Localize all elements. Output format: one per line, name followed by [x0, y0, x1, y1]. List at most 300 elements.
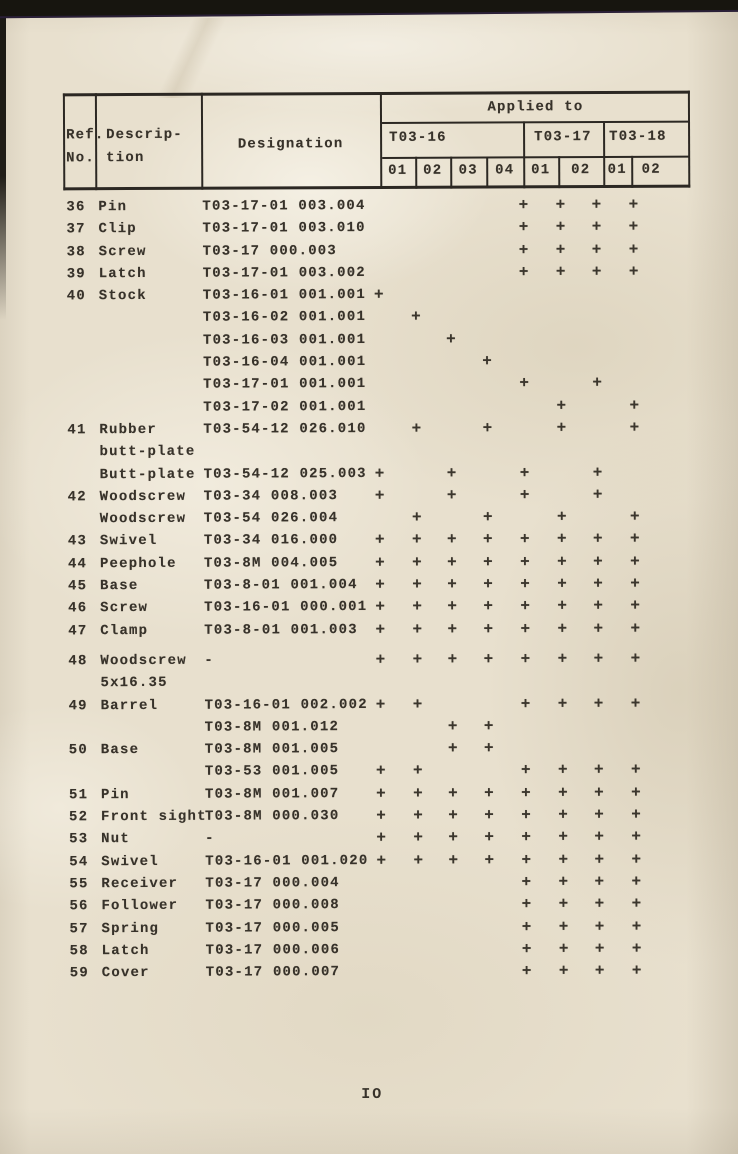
applicability-mark: + — [521, 873, 532, 892]
header-group-t03-17: T03-17 — [534, 129, 592, 146]
applicability-mark: + — [376, 784, 386, 803]
applicability-mark: + — [483, 650, 494, 669]
applicability-mark: + — [593, 575, 603, 594]
header-ref-line1: Ref. — [66, 127, 105, 144]
applicability-mark: + — [591, 195, 602, 215]
applicability-mark: + — [518, 196, 529, 215]
ref-cell: 48 — [68, 653, 88, 670]
ref-cell: 41 — [67, 422, 87, 439]
applicability-mark: + — [519, 486, 530, 505]
applicability-mark: + — [484, 784, 494, 803]
description-cell: Barrel — [100, 697, 159, 714]
designation-cell: T03-8M 001.012 — [204, 718, 340, 736]
applicability-mark: + — [448, 851, 459, 870]
table-row — [1, 804, 738, 830]
description-cell: Receiver — [101, 875, 179, 893]
applicability-mark: + — [520, 650, 531, 669]
applicability-mark: + — [520, 575, 530, 594]
applicability-mark: + — [558, 828, 568, 847]
ref-cell: 47 — [68, 622, 88, 639]
ref-cell: 45 — [68, 578, 88, 595]
applicability-mark: + — [482, 352, 492, 371]
applicability-mark: + — [593, 619, 604, 638]
table-row — [1, 693, 738, 719]
applicability-mark: + — [520, 619, 531, 638]
table-row — [1, 849, 738, 875]
designation-cell: T03-8M 001.005 — [204, 741, 340, 758]
description-cell: Screw — [100, 600, 149, 617]
table-row — [0, 284, 737, 310]
description-cell: Woodscrew — [99, 510, 187, 528]
applicability-mark: + — [594, 805, 604, 825]
description-cell: Peephole — [99, 555, 177, 572]
table-row — [0, 462, 738, 488]
applicability-mark: + — [630, 552, 640, 571]
designation-cell: T03-16-04 001.001 — [203, 354, 367, 371]
applicability-mark: + — [413, 851, 424, 870]
applicability-mark: + — [593, 649, 604, 668]
applicability-mark: + — [518, 218, 529, 237]
designation-cell: - — [204, 652, 215, 669]
ref-cell: 39 — [66, 266, 86, 283]
designation-cell: T03-17 000.006 — [205, 941, 341, 959]
description-cell: Woodscrew — [99, 488, 187, 506]
description-cell: Stock — [98, 288, 147, 305]
ref-cell: 37 — [66, 221, 86, 238]
designation-cell: T03-17-01 003.004 — [202, 198, 366, 215]
applicability-mark: + — [631, 917, 642, 936]
designation-cell: T03-54-12 026.010 — [203, 420, 367, 438]
applicability-mark: + — [373, 286, 384, 305]
applicability-mark: + — [521, 806, 531, 825]
table-row — [1, 760, 738, 786]
applicability-mark: + — [375, 598, 385, 617]
applicability-mark: + — [631, 872, 642, 891]
applicability-mark: + — [484, 851, 495, 870]
applicability-mark: + — [521, 940, 532, 959]
applicability-mark: + — [448, 806, 458, 825]
applicability-mark: + — [448, 784, 458, 803]
table-row — [0, 529, 738, 555]
applicability-mark: + — [375, 695, 386, 714]
applicability-mark: + — [631, 761, 641, 780]
applicability-mark: + — [483, 739, 494, 758]
table-row — [0, 217, 737, 243]
ref-cell: 43 — [67, 533, 88, 550]
ref-cell: 54 — [69, 853, 89, 870]
applicability-mark: + — [628, 218, 639, 237]
ref-cell: 57 — [69, 920, 89, 937]
designation-cell: T03-8M 004.005 — [203, 554, 339, 572]
table-row — [0, 507, 738, 533]
ref-cell: 40 — [66, 288, 87, 305]
ref-cell: 36 — [66, 199, 86, 216]
header-applied-to: Applied to — [487, 99, 584, 116]
applicability-mark: + — [631, 850, 642, 869]
table-row — [1, 916, 738, 942]
header-col-t03-18-01: 01 — [607, 161, 627, 178]
table-row — [1, 894, 738, 920]
applicability-mark: + — [630, 597, 640, 616]
ref-cell: 52 — [69, 809, 89, 826]
applicability-mark: + — [376, 851, 387, 870]
applicability-mark: + — [631, 895, 642, 914]
applicability-mark: + — [592, 530, 603, 549]
applicability-mark: + — [412, 598, 422, 617]
header-col-t03-16-01: 01 — [388, 162, 408, 179]
applicability-mark: + — [558, 806, 568, 825]
applicability-mark: + — [482, 530, 493, 549]
applicability-mark: + — [521, 962, 532, 981]
table-row — [1, 827, 738, 853]
applicability-mark: + — [374, 531, 385, 550]
applicability-mark: + — [556, 508, 567, 527]
applicability-mark: + — [594, 939, 605, 958]
applicability-mark: + — [556, 419, 567, 438]
applicability-mark: + — [413, 762, 423, 781]
designation-cell: T03-17-01 001.001 — [203, 376, 367, 394]
designation-cell: T03-17 000.007 — [205, 964, 341, 981]
applicability-mark: + — [412, 695, 423, 714]
applicability-mark: + — [631, 939, 642, 958]
applicability-mark: + — [520, 597, 530, 616]
table-row — [1, 782, 738, 808]
applicability-mark: + — [375, 620, 386, 639]
applicability-mark: + — [376, 762, 386, 781]
description-cell: Spring — [101, 920, 160, 937]
applicability-mark: + — [375, 553, 385, 572]
applicability-mark: + — [411, 531, 422, 550]
header-description-line2: tion — [106, 149, 145, 167]
group-underline — [382, 156, 689, 159]
applicability-mark: + — [555, 263, 566, 282]
applicability-mark: + — [520, 694, 531, 713]
description-cell: Screw — [98, 243, 147, 260]
header-col-t03-17-02: 02 — [571, 162, 591, 179]
table-row — [0, 573, 738, 599]
applicability-mark: + — [519, 530, 530, 549]
applicability-mark: + — [374, 464, 385, 483]
applicability-mark: + — [521, 917, 532, 936]
applicability-mark: + — [412, 650, 423, 669]
applicability-mark: + — [594, 761, 604, 780]
table-row — [0, 671, 738, 697]
header-col-t03-17-01: 01 — [531, 162, 551, 179]
designation-cell: T03-34 008.003 — [203, 487, 339, 505]
applicability-mark: + — [519, 463, 530, 482]
applicability-mark: + — [484, 828, 494, 847]
applicability-mark: + — [592, 463, 603, 482]
applicability-mark: + — [412, 575, 422, 594]
designation-cell: T03-16-01 001.020 — [205, 852, 369, 870]
applicability-mark: + — [630, 619, 641, 638]
table-row — [0, 551, 738, 577]
applicability-mark: + — [630, 649, 641, 668]
description-cell: Pin — [100, 786, 130, 803]
description-cell: Follower — [101, 898, 179, 915]
applicability-mark: + — [447, 575, 457, 594]
description-cell: Nut — [101, 831, 130, 848]
ref-cell: 49 — [68, 697, 88, 714]
applicability-mark: + — [520, 553, 530, 572]
header-col-t03-16-03: 03 — [458, 162, 478, 179]
table-row — [2, 938, 738, 964]
designation-cell: T03-16-03 001.001 — [202, 331, 367, 349]
designation-cell: T03-17-01 003.002 — [202, 264, 366, 282]
applicability-mark: + — [557, 597, 567, 616]
scan-left-edge — [0, 0, 6, 320]
applicability-mark: + — [555, 218, 566, 237]
designation-cell: T03-17 000.005 — [205, 919, 340, 937]
description-cell: Clip — [98, 221, 137, 238]
applicability-mark: + — [556, 530, 567, 549]
applicability-mark: + — [483, 717, 494, 736]
applicability-mark: + — [591, 218, 602, 237]
applicability-mark: + — [411, 419, 422, 438]
applied-to-underline — [382, 121, 689, 124]
applicability-mark: + — [558, 761, 568, 780]
applicability-mark: + — [557, 575, 567, 594]
designation-cell: T03-34 016.000 — [203, 532, 339, 550]
designation-cell: T03-54-12 025.003 — [203, 465, 367, 483]
applicability-mark: + — [447, 717, 458, 736]
table-body — [0, 194, 738, 986]
applicability-mark: + — [411, 308, 421, 327]
table-row — [0, 417, 737, 443]
designation-cell: T03-8M 001.007 — [204, 785, 340, 803]
applicability-mark: + — [521, 850, 532, 869]
applicability-mark: + — [374, 486, 385, 505]
applicability-mark: + — [376, 806, 386, 825]
applicability-mark: + — [413, 806, 423, 825]
applicability-mark: + — [558, 850, 569, 869]
applicability-mark: + — [555, 196, 566, 215]
applicability-mark: + — [630, 694, 641, 713]
ref-cell: 38 — [66, 243, 86, 260]
applicability-mark: + — [375, 575, 385, 595]
applicability-mark: + — [594, 872, 605, 891]
table-row — [0, 239, 737, 265]
description-cell: Front sight — [101, 808, 207, 826]
table-row — [0, 618, 738, 644]
designation-cell: T03-17 000.003 — [202, 242, 338, 260]
applicability-mark: + — [482, 419, 493, 438]
designation-cell: T03-53 001.005 — [204, 763, 340, 781]
ref-cell: 59 — [69, 965, 89, 982]
applicability-mark: + — [446, 464, 457, 483]
designation-cell: T03-16-01 001.001 — [202, 287, 367, 304]
applicability-mark: + — [557, 552, 567, 571]
applicability-mark: + — [555, 240, 566, 259]
applicability-mark: + — [519, 374, 530, 393]
designation-cell: T03-8-01 001.004 — [204, 577, 358, 594]
applicability-mark: + — [448, 828, 458, 847]
header-col-t03-16-04: 04 — [495, 162, 515, 179]
applicability-mark: + — [558, 917, 569, 936]
ref-cell: 44 — [67, 555, 88, 573]
designation-cell: T03-54 026.004 — [203, 510, 339, 527]
applicability-mark: + — [557, 650, 568, 669]
applicability-mark: + — [592, 485, 603, 504]
designation-cell: T03-16-01 002.002 — [204, 696, 368, 714]
description-cell: Pin — [98, 199, 128, 216]
applicability-mark: + — [446, 531, 457, 550]
applicability-mark: + — [446, 486, 457, 505]
applicability-mark: + — [631, 805, 641, 824]
table-row — [1, 715, 738, 741]
ref-cell: 53 — [69, 831, 89, 848]
table-row — [0, 440, 738, 466]
applicability-mark: + — [376, 829, 386, 848]
designation-cell: T03-16-01 000.001 — [204, 599, 368, 617]
designation-cell: T03-17-02 001.001 — [203, 398, 367, 416]
applicability-mark: + — [594, 917, 605, 936]
table-row — [1, 738, 738, 764]
description-cell: Latch — [101, 942, 150, 959]
description-cell: Latch — [98, 265, 147, 283]
table-row — [0, 261, 737, 287]
applicability-mark: + — [412, 620, 423, 639]
header-description-line1: Descrip- — [106, 126, 183, 144]
designation-cell: - — [205, 830, 215, 848]
description-cell: Base — [100, 578, 139, 595]
designation-cell: T03-16-02 001.001 — [202, 309, 367, 327]
applicability-mark: + — [483, 575, 493, 594]
description-cell: Woodscrew — [100, 652, 187, 670]
description-cell: Clamp — [100, 622, 149, 639]
designation-cell: T03-17-01 003.010 — [202, 220, 366, 238]
designation-cell: T03-8M 000.030 — [205, 808, 340, 825]
ref-cell: 55 — [69, 876, 89, 893]
description-cell: Rubber — [99, 421, 158, 439]
applicability-mark: + — [558, 962, 569, 981]
applicability-mark: + — [591, 262, 602, 281]
applicability-mark: + — [631, 961, 642, 980]
description-cell: Base — [100, 742, 140, 759]
applicability-mark: + — [593, 694, 604, 713]
table-row — [0, 373, 737, 399]
applicability-mark: + — [628, 262, 639, 281]
applicability-mark: + — [521, 895, 532, 914]
ref-cell: 51 — [68, 786, 89, 804]
designation-cell: T03-8-01 001.003 — [204, 621, 358, 639]
table-row — [0, 306, 737, 332]
applicability-mark: + — [518, 263, 529, 282]
table-row — [1, 871, 738, 897]
ref-cell: 56 — [69, 898, 89, 915]
applicability-mark: + — [631, 783, 641, 802]
applicability-mark: + — [483, 553, 493, 572]
applicability-mark: + — [558, 895, 569, 914]
table-row — [0, 328, 737, 354]
applicability-mark: + — [483, 620, 494, 639]
applicability-mark: + — [557, 694, 568, 713]
applicability-mark: + — [558, 873, 569, 892]
applicability-mark: + — [447, 620, 458, 639]
applicability-mark: + — [558, 939, 569, 958]
ref-cell: 58 — [69, 943, 89, 960]
description-cell: Cover — [101, 965, 150, 982]
applicability-mark: + — [594, 783, 604, 802]
applicability-mark: + — [594, 895, 605, 914]
applicability-mark: + — [412, 553, 422, 572]
applicability-mark: + — [413, 829, 423, 848]
table-row — [0, 596, 738, 622]
applicability-mark: + — [592, 374, 603, 393]
applicability-mark: + — [447, 597, 457, 617]
table-row — [0, 484, 738, 510]
applicability-mark: + — [629, 418, 640, 437]
applicability-mark: + — [483, 597, 493, 616]
applicability-mark: + — [413, 784, 423, 803]
header-designation: Designation — [237, 136, 344, 153]
description-cell: Swivel — [101, 853, 159, 870]
applicability-mark: + — [629, 396, 640, 415]
table-row — [0, 350, 737, 376]
table-row — [2, 960, 738, 986]
applicability-mark: + — [411, 508, 422, 527]
header-group-t03-18: T03-18 — [609, 128, 667, 145]
applicability-mark: + — [594, 962, 605, 981]
applicability-mark: + — [446, 330, 456, 349]
applicability-mark: + — [630, 574, 640, 593]
applicability-mark: + — [629, 507, 640, 527]
table-left-border — [63, 93, 65, 190]
applicability-mark: + — [629, 530, 640, 549]
applicability-mark: + — [484, 806, 494, 825]
applicability-mark: + — [521, 828, 531, 847]
ref-cell: 50 — [68, 742, 88, 759]
applicability-mark: + — [593, 597, 603, 616]
designation-cell: T03-17 000.008 — [205, 897, 340, 914]
designation-cell: T03-17 000.004 — [205, 875, 340, 892]
table-top-rule — [63, 91, 690, 97]
applicability-mark: + — [447, 739, 458, 758]
table-row — [0, 648, 738, 674]
applicability-mark: + — [594, 828, 604, 847]
applicability-mark: + — [628, 240, 639, 259]
applicability-mark: + — [557, 619, 568, 638]
applicability-mark: + — [521, 784, 531, 803]
ref-cell: 46 — [68, 600, 88, 617]
header-col-t03-18-02: 02 — [641, 161, 661, 178]
applicability-mark: + — [631, 828, 641, 847]
table-row — [0, 395, 737, 421]
applicability-mark: + — [447, 553, 457, 572]
applicability-mark: + — [628, 195, 639, 214]
header-ref-line2: No. — [66, 150, 96, 167]
applicability-mark: + — [591, 240, 602, 259]
applicability-mark: + — [375, 650, 386, 669]
applicability-mark: + — [521, 761, 531, 780]
applicability-mark: + — [447, 650, 458, 669]
table-row — [0, 194, 736, 220]
applicability-mark: + — [594, 850, 605, 869]
applicability-mark: + — [558, 783, 568, 802]
applicability-mark: + — [482, 508, 493, 527]
header-col-t03-16-02: 02 — [423, 162, 443, 179]
table-header-bottom-rule — [63, 185, 690, 191]
description-cell: butt-plate — [99, 444, 196, 461]
applicability-mark: + — [593, 552, 603, 571]
description-cell: Butt-plate — [99, 466, 196, 483]
description-cell: 5x16.35 — [100, 675, 168, 692]
applicability-mark: + — [518, 240, 529, 259]
header-group-t03-16: T03-16 — [389, 129, 447, 146]
page-number: IO — [361, 1085, 384, 1104]
applicability-mark: + — [556, 396, 567, 415]
description-cell: Swivel — [99, 533, 158, 550]
